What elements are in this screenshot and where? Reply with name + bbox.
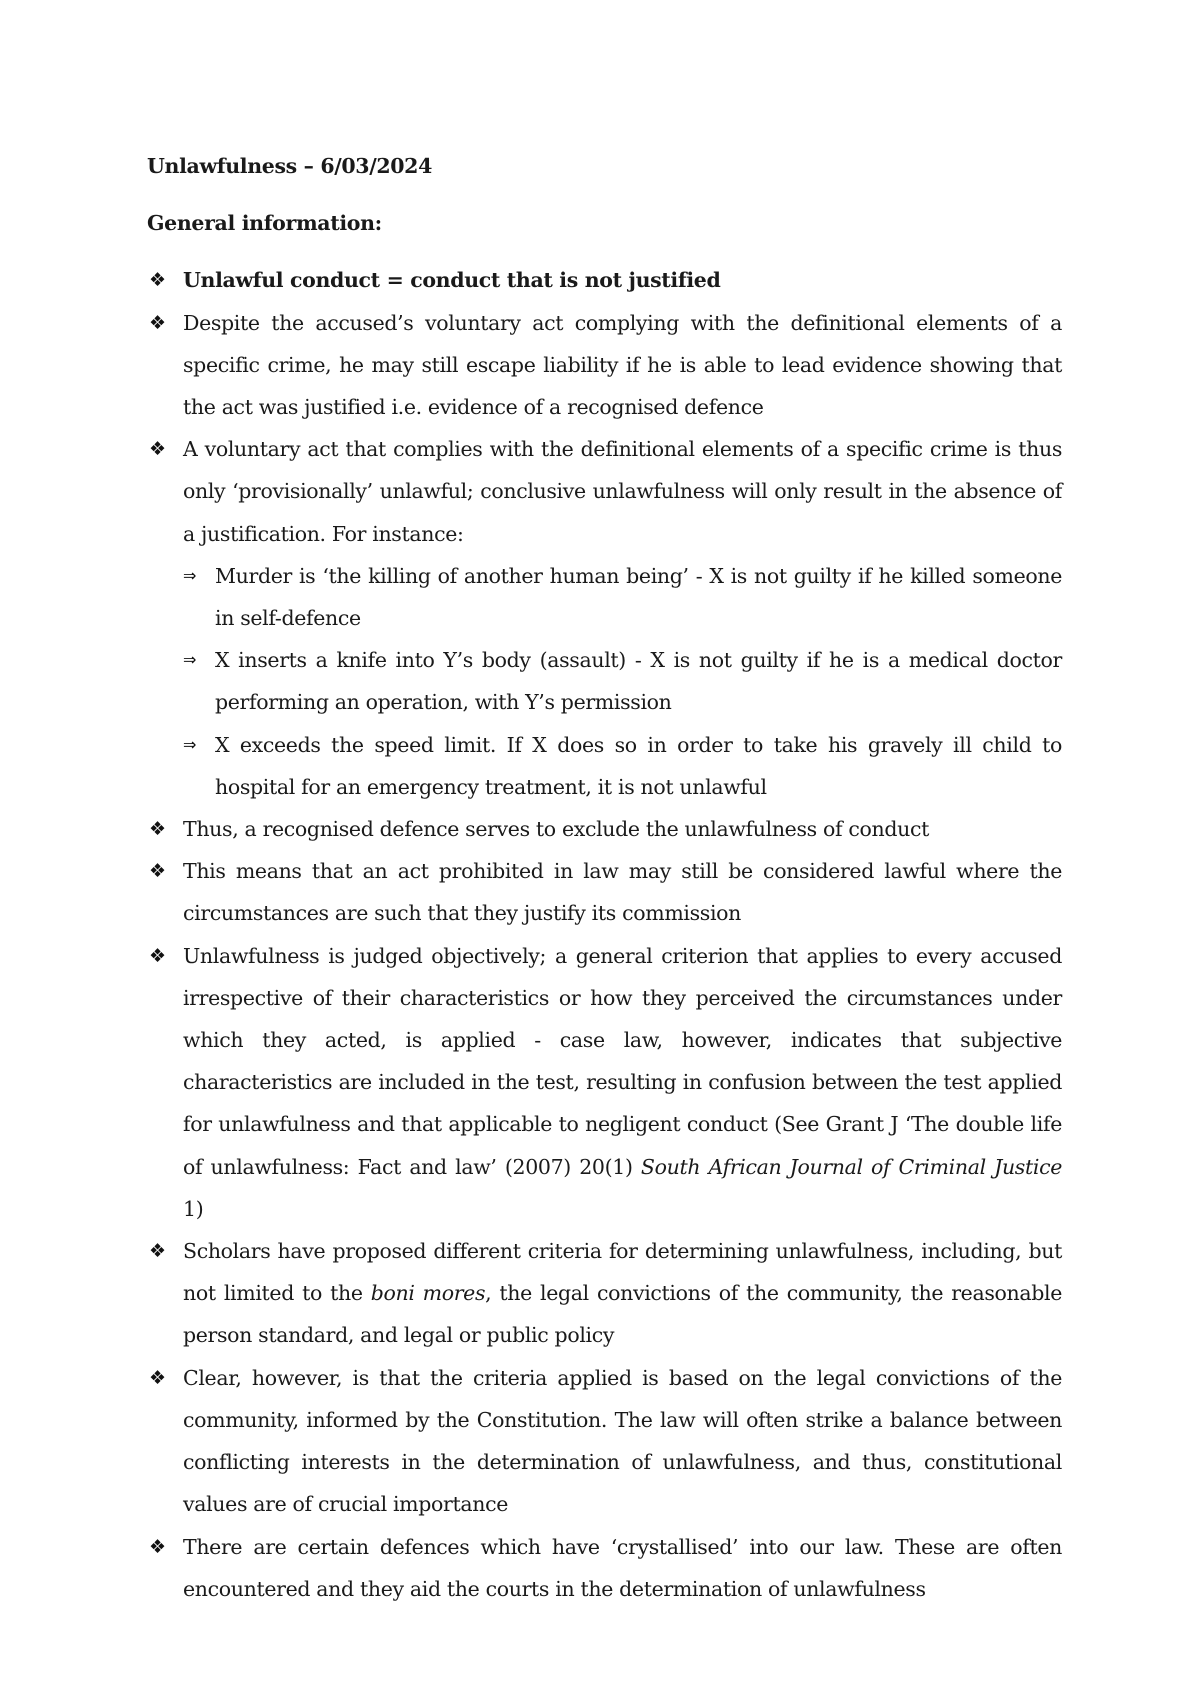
bullet-item <box>147 428 1062 808</box>
diamond-bullet-icon: ❖ <box>149 1535 166 1558</box>
bullet-text: Scholars have proposed different criteria for determining unlawfulness, including, but not limited to the <box>183 1239 1062 1306</box>
section-heading: General information: <box>147 211 382 236</box>
bullet-text-end: 1) <box>183 1196 204 1221</box>
arrow-right-icon: ⇒ <box>183 650 197 670</box>
diamond-bullet-icon: ❖ <box>149 1366 166 1389</box>
bullet-text: Thus, a recognised defence serves to exclude the unlawfulness of conduct <box>183 817 929 842</box>
bullet-text: There are certain defences which have ‘crystallised’ into our law. These are often encountered and they aid the courts in the determination of unlawfulness <box>183 1534 1062 1601</box>
document-title: Unlawfulness – 6/03/2024 <box>147 154 432 178</box>
diamond-bullet-icon: ❖ <box>149 860 166 883</box>
diamond-bullet-icon: ❖ <box>149 269 166 292</box>
example-text: Murder is ‘the killing of another human being’ - X is not guilty if he killed someone in self-defence <box>215 563 1062 631</box>
example-item <box>183 555 1062 639</box>
bullet-text: Despite the accused’s voluntary act complying with the definitional elements of a specific crime, he may still escape liability if he is able to lead evidence showing that the act was justified i.e. evidence of a recognised defence <box>183 310 1062 420</box>
example-text: X inserts a knife into Y’s body (assault) - X is not guilty if he is a medical doctor performing an operation, with Y’s permission <box>215 648 1062 715</box>
bullet-item <box>147 1357 1062 1526</box>
bullet-item <box>147 808 1062 850</box>
bullet-text-end: , the legal convictions of the community, the reasonable person standard, and legal or public policy <box>183 1281 1062 1348</box>
bullet-list <box>147 259 1062 1610</box>
bullet-item <box>147 302 1062 429</box>
example-item <box>183 724 1062 808</box>
journal-title: South African Journal of Criminal Justice <box>640 1154 1062 1179</box>
example-list <box>183 555 1062 808</box>
bullet-text: Unlawful conduct = conduct that is not justified <box>183 268 721 293</box>
bullet-item <box>147 1526 1062 1610</box>
bullet-text: A voluntary act that complies with the definitional elements of a specific crime is thus only ‘provisionally’ unlawful; conclusive unlawfulness will only result in the absence of a justification. For instance: <box>183 437 1062 546</box>
diamond-bullet-icon: ❖ <box>149 818 166 841</box>
bullet-item <box>147 1230 1062 1357</box>
diamond-bullet-icon: ❖ <box>149 438 166 461</box>
example-item <box>183 639 1062 723</box>
diamond-bullet-icon: ❖ <box>149 944 166 967</box>
bullet-text: Clear, however, is that the criteria applied is based on the legal convictions of the community, informed by the Constitution. The law will often strike a balance between conflicting interests in the determination of unlawfulness, and thus, constitutional values are of crucial importance <box>183 1365 1062 1517</box>
bullet-text: Unlawfulness is judged objectively; a general criterion that applies to every accused irrespective of their characteristics or how they perceived the circumstances under which they acted, is applied - case law, however, indicates that subjective characteristics are included in the test, resulting in confusion between the test applied for unlawfulness and that applicable to negligent conduct (See Grant J ‘The double life of unlawfulness: Fact and law’ (2007) 20(1) <box>183 943 1062 1179</box>
diamond-bullet-icon: ❖ <box>149 1240 166 1263</box>
document-page <box>147 145 1062 1610</box>
arrow-right-icon: ⇒ <box>183 565 197 585</box>
diamond-bullet-icon: ❖ <box>149 311 166 334</box>
bullet-item <box>147 935 1062 1230</box>
arrow-right-icon: ⇒ <box>183 734 197 754</box>
latin-term: boni mores <box>370 1281 486 1306</box>
example-text: X exceeds the speed limit. If X does so in order to take his gravely ill child to hospital for an emergency treatment, it is not unlawful <box>215 732 1062 799</box>
bullet-item <box>147 850 1062 934</box>
bullet-item <box>147 259 1062 301</box>
bullet-text: This means that an act prohibited in law may still be considered lawful where the circumstances are such that they justify its commission <box>183 859 1062 926</box>
